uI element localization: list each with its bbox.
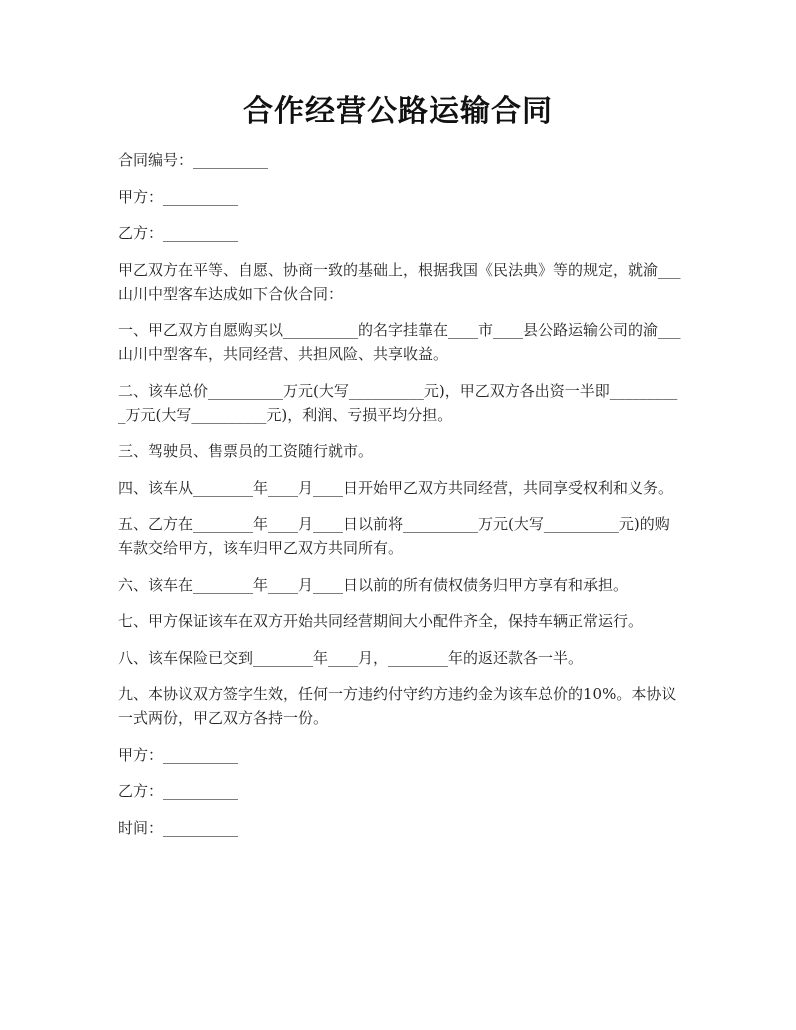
document-body (118, 148, 684, 852)
document-title: 合作经营公路运输合同 (243, 94, 553, 129)
signature-date: 时间：__________ (118, 818, 239, 837)
preamble-paragraph: 甲乙双方在平等、自愿、协商一致的基础上，根据我国《民法典》等的规定，就渝___山川中型客车达成如下合伙合同： (118, 260, 681, 303)
signature-party-a: 甲方：__________ (118, 745, 239, 764)
clause-7: 七、甲方保证该车在双方开始共同经营期间大小配件齐全，保持车辆正常运行。 (118, 612, 644, 630)
party-b-line: 乙方：__________ (118, 224, 239, 242)
clause-2: 二、该车总价__________万元(大写__________元)，甲乙双方各出资一半即__________万元(大写__________元)，利润、亏损平均分担。 (118, 381, 678, 424)
party-a-line: 甲方：__________ (118, 187, 239, 206)
clause-9: 九、本协议双方签字生效，任何一方违约付守约方违约金为该车总价的10%。本协议一式两份，甲乙双方各持一份。 (118, 685, 677, 727)
clause-8: 八、该车保险已交到________年____月，________年的返还款各一半。 (118, 648, 584, 667)
signature-party-b: 乙方：__________ (118, 782, 239, 800)
clause-1: 一、甲乙双方自愿购买以__________的名字挂靠在____市____县公路运输公司的渝___山川中型客车，共同经营、共担风险、共享收益。 (118, 321, 681, 363)
clause-6: 六、该车在________年____月____日以前的所有债权债务归甲方享有和承担。 (118, 575, 629, 594)
clause-5: 五、乙方在________年____月____日以前将__________万元(大写__________元)的购车款交给甲方，该车归甲乙双方共同所有。 (118, 515, 670, 557)
clause-3: 三、驾驶员、售票员的工资随行就市。 (118, 442, 374, 460)
clause-4: 四、该车从________年____月____日开始甲乙双方共同经营，共同享受权利和义务。 (118, 478, 674, 497)
contract-number-line: 合同编号：__________ (118, 151, 269, 169)
